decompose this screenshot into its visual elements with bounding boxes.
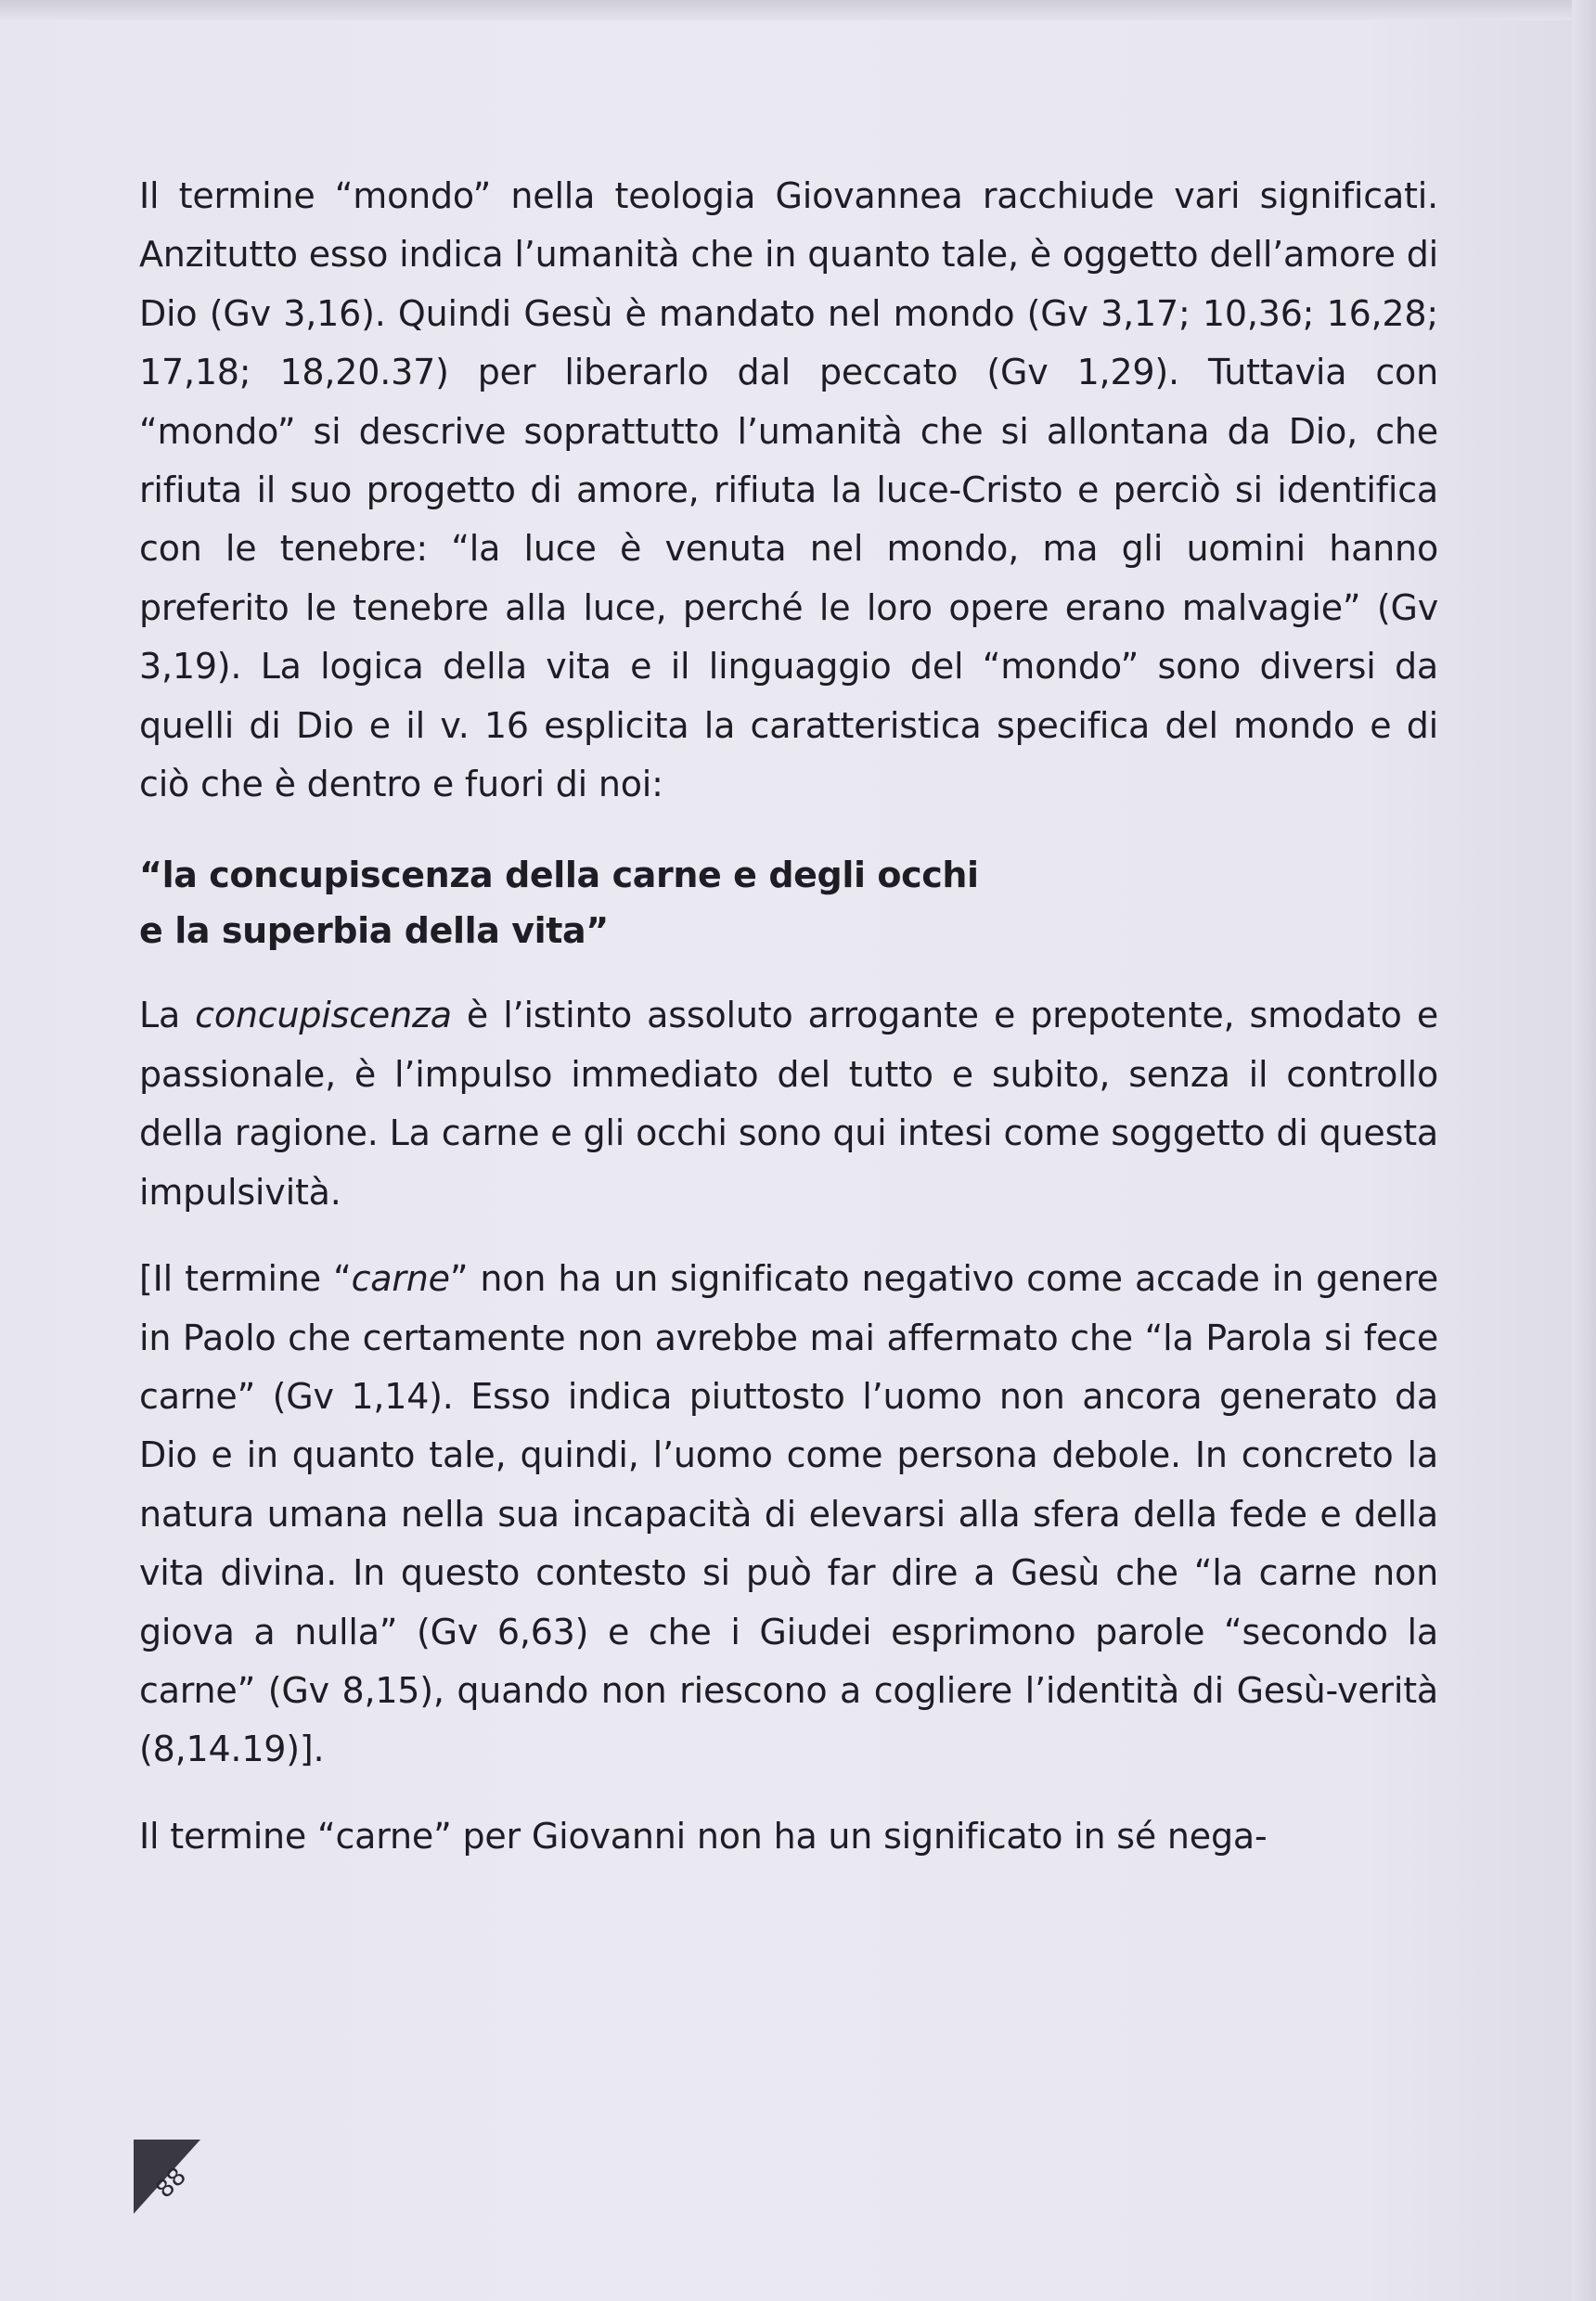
paragraph-3-emphasis: carne <box>351 1258 450 1300</box>
paragraph-mondo: Il termine “mondo” nella teologia Giovannea racchiude vari significati. Anzitutto esso indica l’umanità che in quanto tale, è oggetto dell’amore di Dio (Gv 3,16). Quindi Gesù è mandato nel mondo (Gv 3,17; 10,36; 16,28; 17,18; 18,20.37) per liberarlo dal peccato (Gv 1,29). Tuttavia con “mondo” si descrive soprattutto l’umanità che si allontana da Dio, che rifiuta il suo progetto di amore, rifiuta la luce-Cristo e perciò si identifica con le tenebre: “la luce è venuta nel mondo, ma gli uomini hanno preferito le tenebre alla luce, perché le loro opere erano malvagie” (Gv 3,19). La logica della vita e il linguaggio del “mondo” sono diversi da quelli di Dio e il v. 16 esplicita la caratteristica specifica del mondo e di ciò che è dentro e fuori di noi: <box>139 175 1438 805</box>
paragraph-carne-note <box>139 1250 1438 1780</box>
page-right-edge <box>1572 0 1596 2301</box>
page-body <box>139 167 1438 1866</box>
paragraph-3-rest: ” non ha un significato negativo come accade in genere in Paolo che certamente non avrebbe mai affermato che “la Parola si fece carne” (Gv 1,14). Esso indica piuttosto l’uomo non ancora generato da Dio e in quanto tale, quindi, l’uomo come persona debole. In concreto la natura umana nella sua incapacità di elevarsi alla sfera della fede e della vita divina. In questo contesto si può far dire a Gesù che “la carne non giova a nulla” (Gv 6,63) e che i Giudei esprimono parole “secondo la carne” (Gv 8,15), quando non riescono a cogliere l’identità di Gesù-verità (8,14.19)]. <box>139 1258 1439 1770</box>
section-heading <box>139 847 1438 958</box>
heading-line-1: “la concupiscenza della carne e degli occhi <box>139 855 979 896</box>
paragraph-2-emphasis: concupiscenza <box>195 995 452 1036</box>
paragraph-3-lead: [Il termine “ <box>139 1258 352 1300</box>
paragraph-2-lead: La <box>139 995 196 1036</box>
page-top-edge <box>0 0 1596 20</box>
paragraph-concupiscenza <box>139 986 1438 1222</box>
paragraph-2-rest: è l’istinto assoluto arrogante e prepotente, smodato e passionale, è l’impulso immediato del tutto e subito, senza il controllo della ragione. La carne e gli occhi sono qui intesi come soggetto di questa impulsività. <box>139 995 1438 1213</box>
page-number: 88 <box>150 2162 192 2205</box>
paragraph-carne-giovanni: Il termine “carne” per Giovanni non ha un significato in sé nega- <box>139 1815 1268 1857</box>
heading-line-2: e la superbia della vita” <box>139 910 609 952</box>
